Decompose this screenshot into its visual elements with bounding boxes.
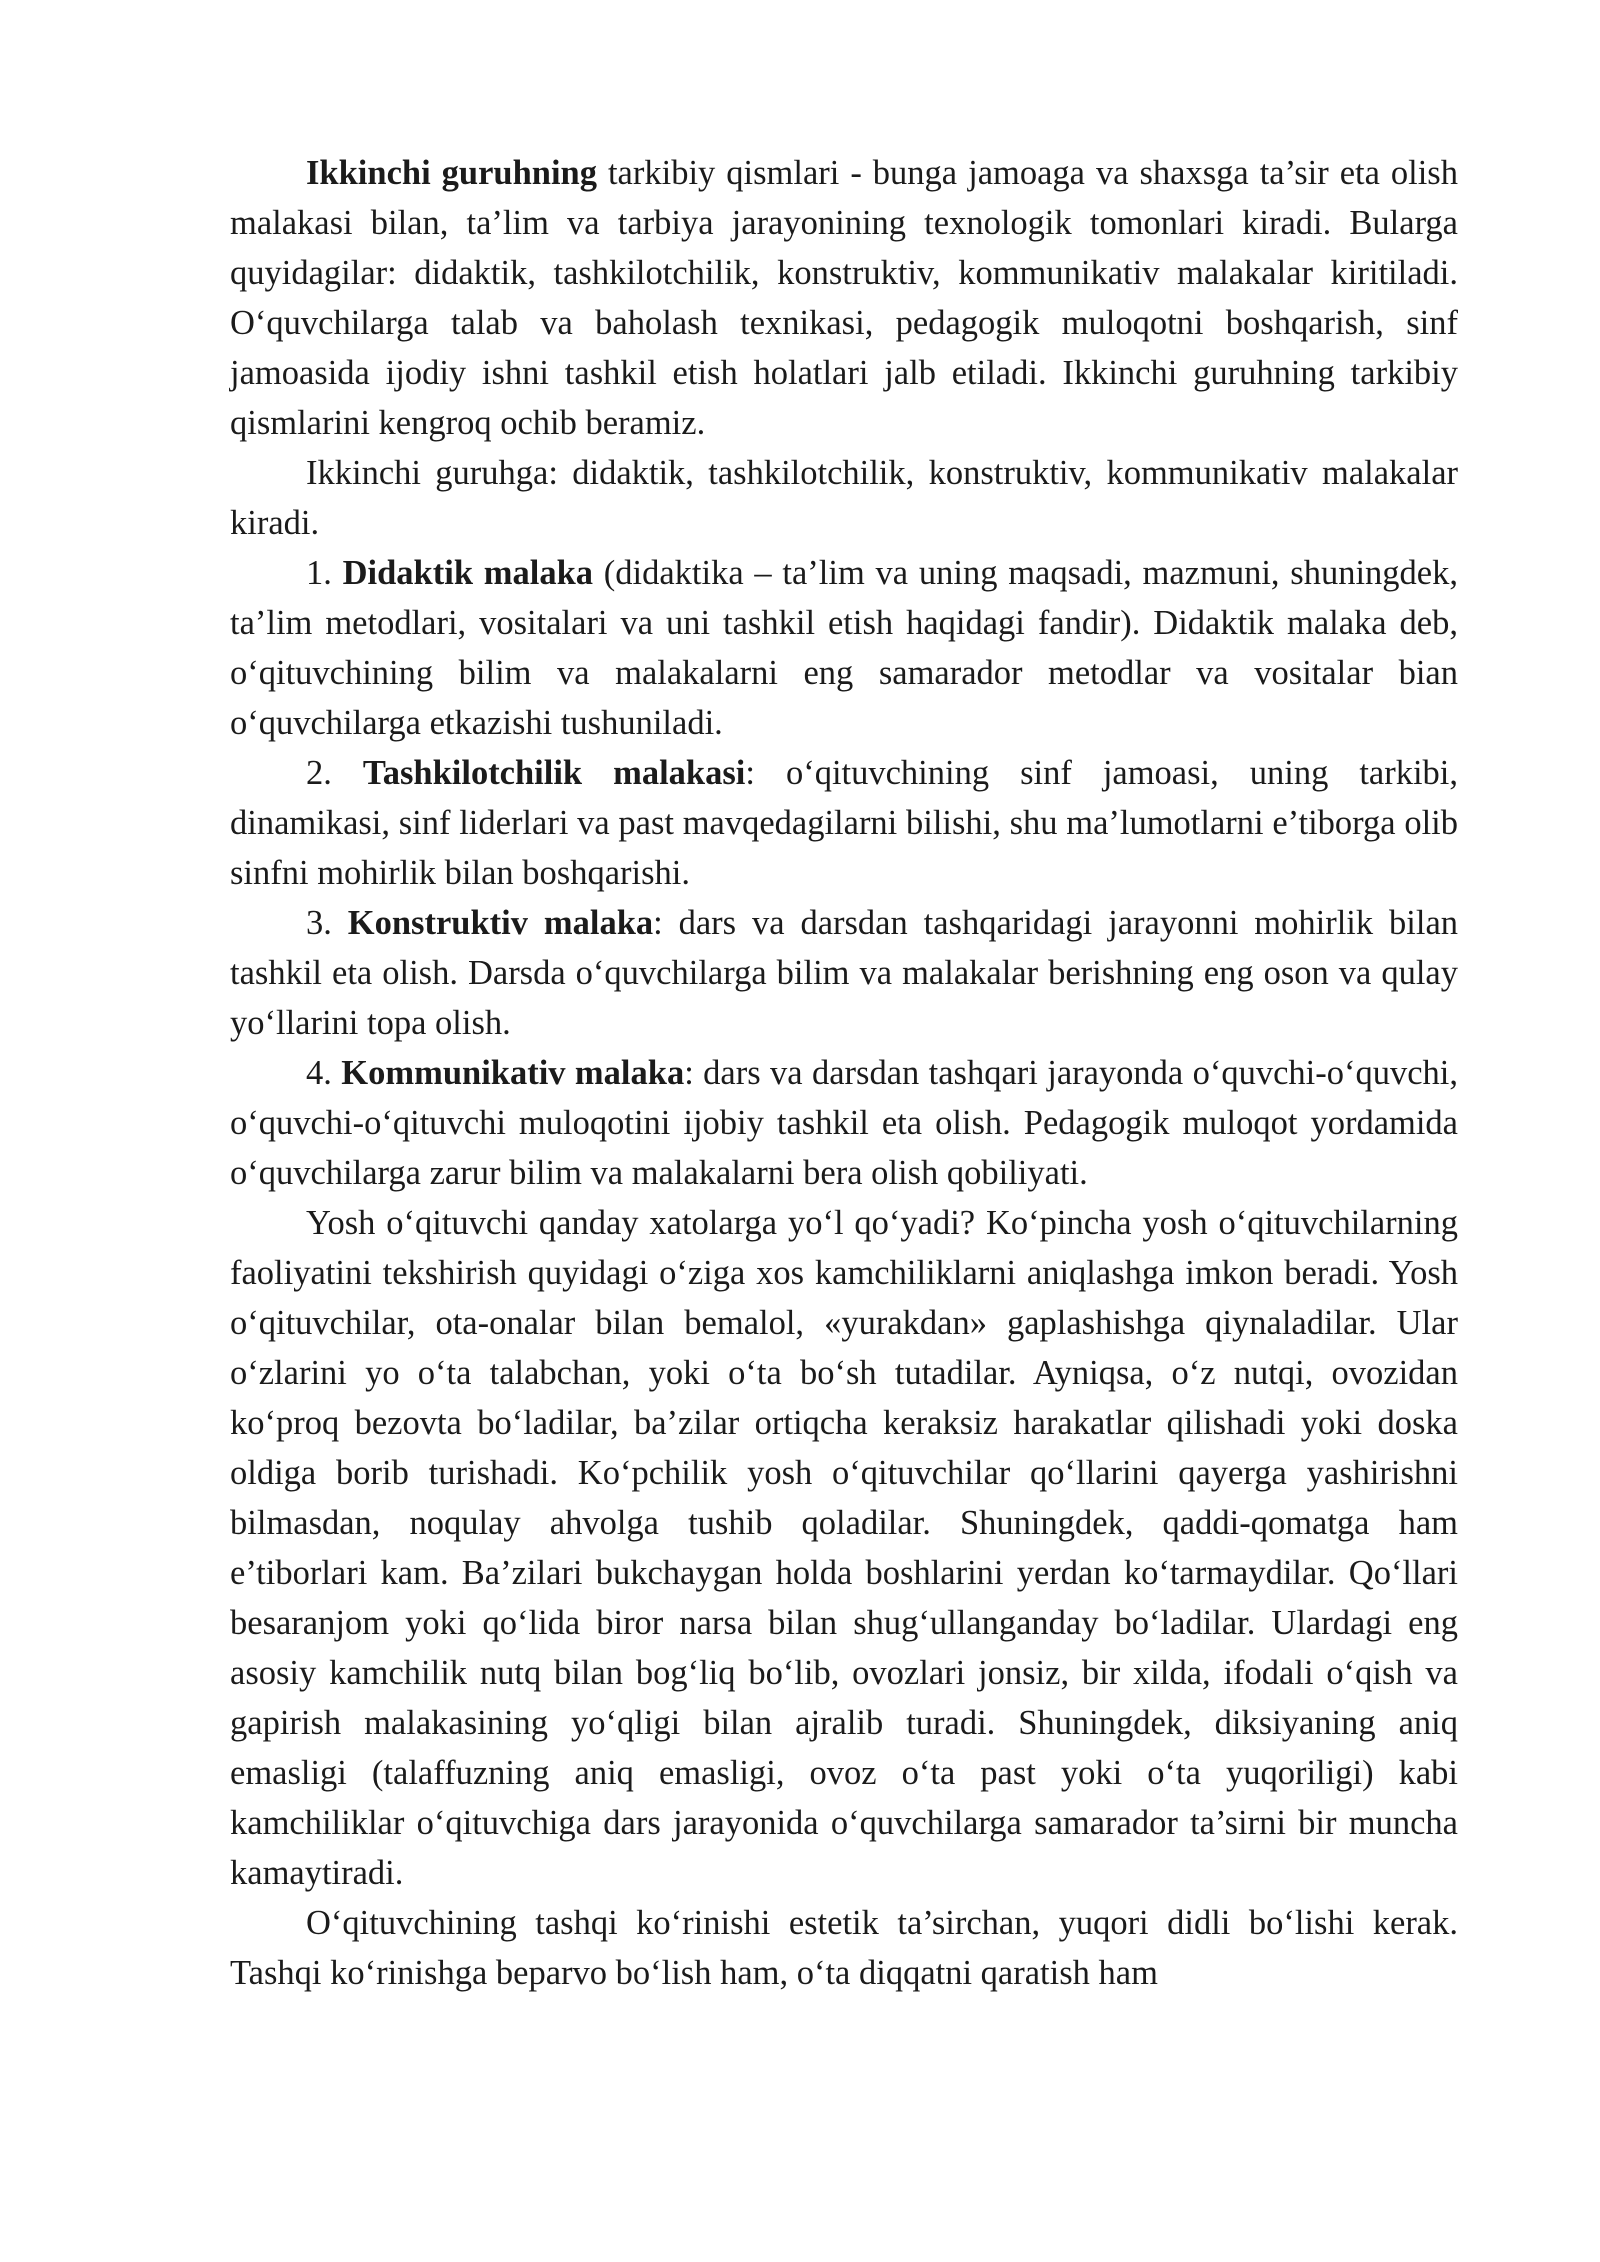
bold-term: Ikkinchi guruhning bbox=[306, 154, 597, 192]
list-item-organizational bbox=[230, 748, 1458, 898]
paragraph-text: Yosh o‘qituvchi qanday xatolarga yo‘l qo‘yadi? Ko‘pincha yosh o‘qituvchilarning faoliyatini tekshirish quyidagi o‘ziga xos kamchiliklarni aniqlashga imkon beradi. Yosh o‘qituvchilar, ota-onalar bilan bemalol, «yurakdan» gaplashishga qiynaladilar. Ular o‘zlarini yo o‘ta talabchan, yoki o‘ta bo‘sh tutadilar. Ayniqsa, o‘z nutqi, ovozidan ko‘proq bezovta bo‘ladilar, ba’zilar ortiqcha keraksiz harakatlar qilishadi yoki doska oldiga borib turishadi. Ko‘pchilik yosh o‘qituvchilar qo‘llarini qayerga yashirishni bilmasdan, noqulay ahvolga tushib qoladilar. Shuningdek, qaddi-qomatga ham e’tiborlari kam. Ba’zilari bukchaygan holda boshlarini yerdan ko‘tarmaydilar. Qo‘llari besaranjom yoki qo‘lida biror narsa bilan shug‘ullanganday bo‘ladilar. Ulardagi eng asosiy kamchilik nutq bilan bog‘liq bo‘lib, ovozlari jonsiz, bir xilda, ifodali o‘qish va gapirish malakasining yo‘qligi bilan ajralib turadi. Shuningdek, diksiyaning aniq emasligi (talaffuzning aniq emasligi, ovoz o‘ta past yoki o‘ta yuqoriligi) kabi kamchiliklar o‘qituvchiga dars jarayonida o‘quvchilarga samarador ta’sirni bir muncha kamaytiradi. bbox=[230, 1204, 1458, 1892]
list-item-communicative bbox=[230, 1048, 1458, 1198]
paragraph-young-teacher bbox=[230, 1198, 1458, 1898]
bold-term: Tashkilotchilik malakasi bbox=[362, 754, 746, 792]
list-number: 3. bbox=[306, 904, 348, 942]
list-item-constructive bbox=[230, 898, 1458, 1048]
bold-term: Konstruktiv malaka bbox=[347, 904, 654, 942]
list-number: 2. bbox=[306, 754, 363, 792]
bold-term: Didaktik malaka bbox=[342, 554, 594, 592]
paragraph-text: (didaktika – ta’lim va uning maqsadi, mazmuni, shuningdek, ta’lim metodlari, vositalari va uni tashkil etish haqidagi fandir). Didaktik malaka deb, o‘qituvchining bilim va malakalarni eng samarador metodlar va vositalar bian o‘quvchilarga etkazishi tushuniladi. bbox=[230, 554, 1458, 742]
list-number: 4. bbox=[306, 1054, 342, 1092]
list-item-didactic bbox=[230, 548, 1458, 748]
paragraph-text: : dars va darsdan tashqaridagi jarayonni mohirlik bilan tashkil eta olish. Darsda o‘quvchilarga bilim va malakalar berishning eng oson va qulay yo‘llarini topa olish. bbox=[230, 904, 1459, 1042]
paragraph-intro bbox=[230, 148, 1458, 448]
paragraph-text: tarkibiy qismlari - bunga jamoaga va shaxsga ta’sir eta olish malakasi bilan, ta’lim va tarbiya jarayonining texnologik tomonlari kiradi. Bularga quyidagilar: didaktik, tashkilotchilik, konstruktiv, kommunikativ malakalar kiritiladi. O‘quvchilarga talab va baholash texnikasi, pedagogik muloqotni boshqarish, sinf jamoasida ijodiy ishni tashkil etish holatlari jalb etiladi. Ikkinchi guruhning tarkibiy qismlarini kengroq ochib beramiz. bbox=[230, 154, 1458, 442]
paragraph-text: : dars va darsdan tashqari jarayonda o‘quvchi-o‘quvchi, o‘quvchi-o‘qituvchi muloqotini ijobiy tashkil eta olish. Pedagogik muloqot yordamida o‘quvchilarga zarur bilim va malakalarni bera olish qobiliyati. bbox=[230, 1054, 1459, 1192]
paragraph-appearance bbox=[230, 1898, 1458, 1998]
bold-term: Kommunikativ malaka bbox=[341, 1054, 685, 1092]
list-number: 1. bbox=[306, 554, 343, 592]
paragraph-text: O‘qituvchining tashqi ko‘rinishi estetik ta’sirchan, yuqori didli bo‘lishi kerak. Tashqi ko‘rinishga beparvo bo‘lish ham, o‘ta diqqatni qaratish ham bbox=[230, 1904, 1458, 1992]
paragraph-text: Ikkinchi guruhga: didaktik, tashkilotchilik, konstruktiv, kommunikativ malakalar kiradi. bbox=[230, 454, 1458, 542]
document-page bbox=[230, 148, 1458, 1998]
paragraph-text: : o‘qituvchining sinf jamoasi, uning tarkibi, dinamikasi, sinf liderlari va past mavqedagilarni bilishi, shu ma’lumotlarni e’tiborga olib sinfni mohirlik bilan boshqarishi. bbox=[230, 754, 1459, 892]
paragraph-second-group bbox=[230, 448, 1458, 548]
